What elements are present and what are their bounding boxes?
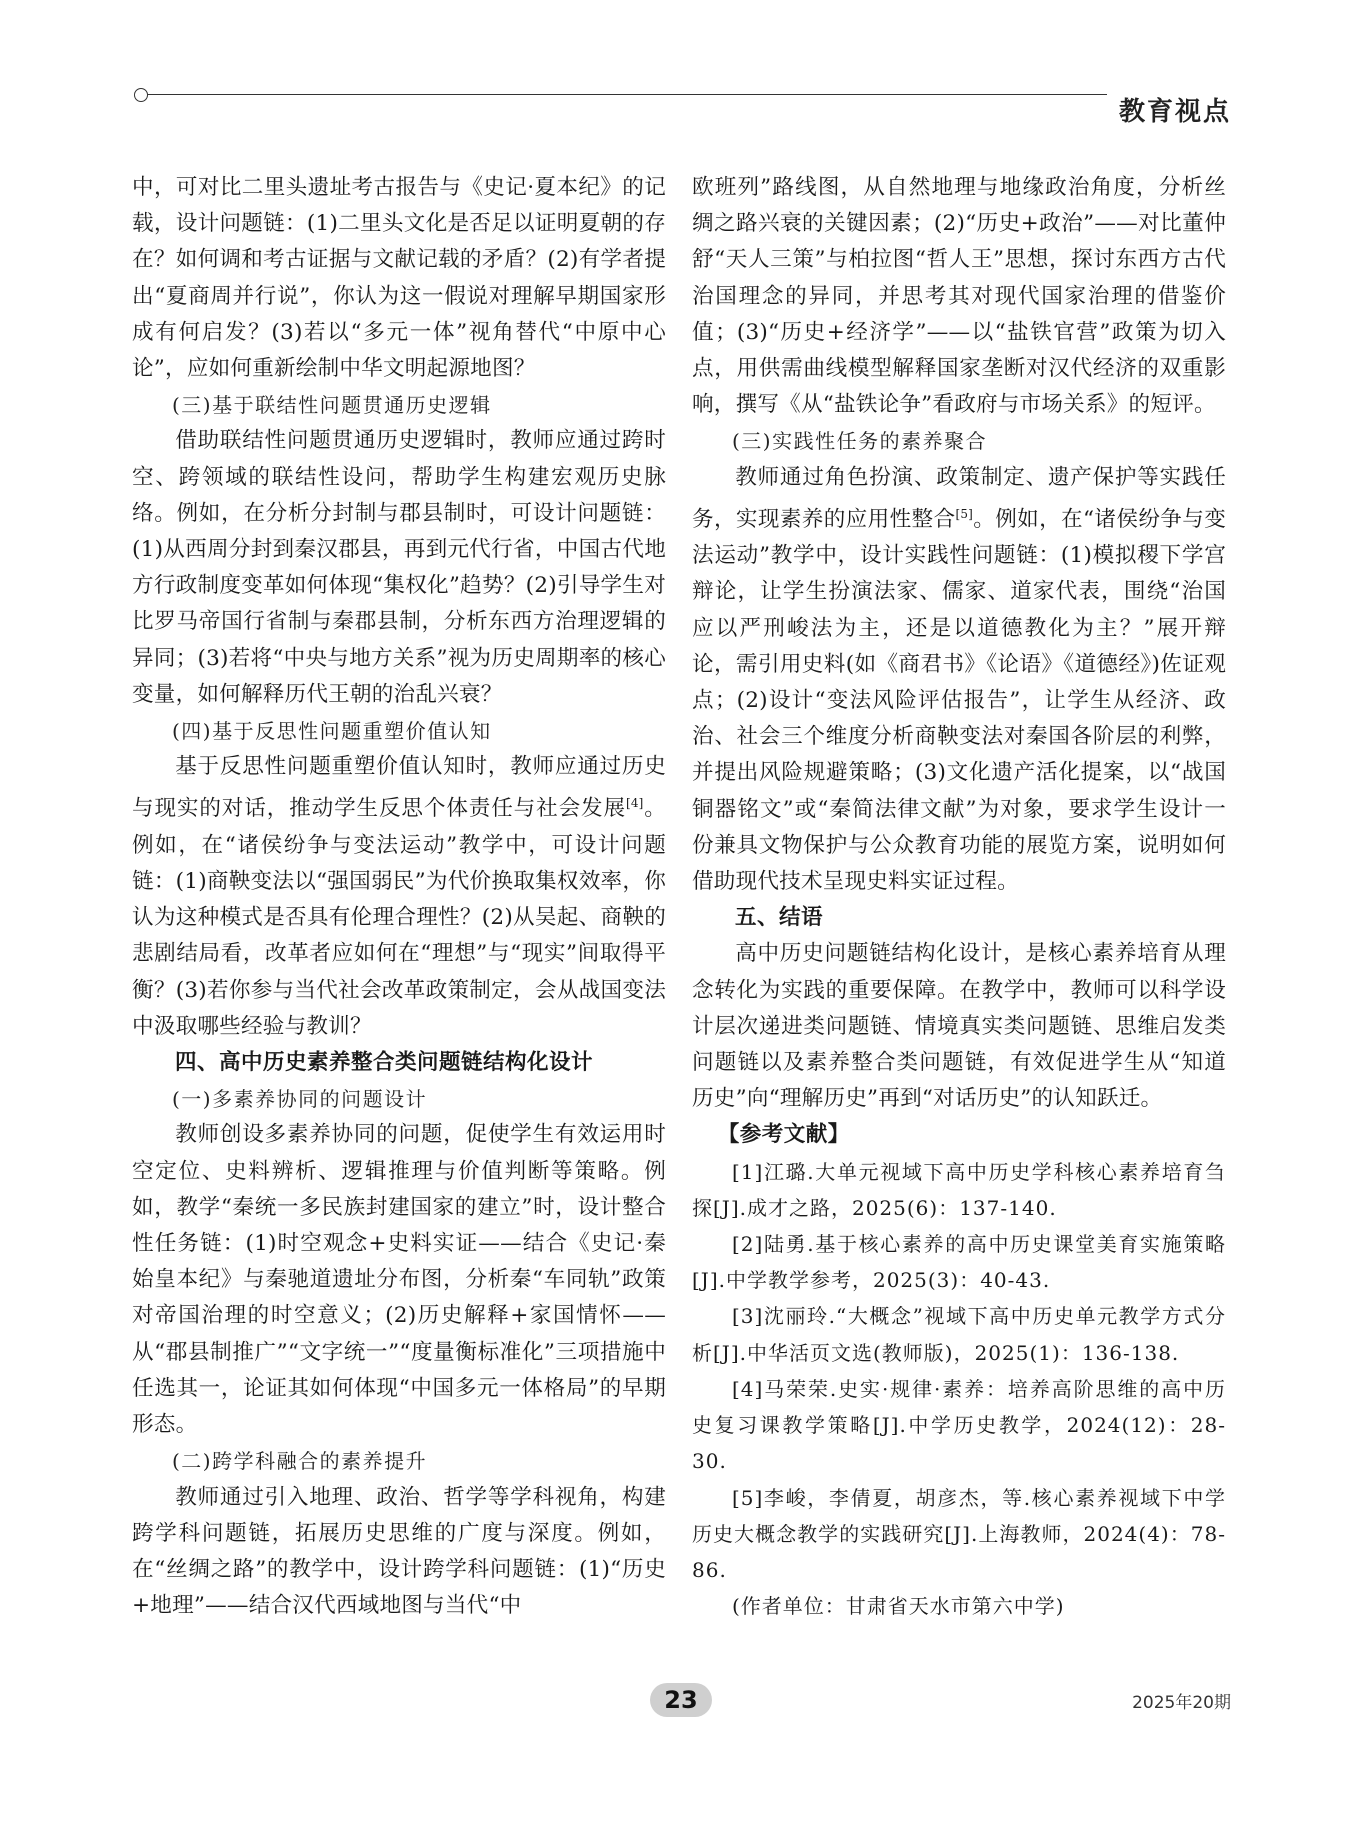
citation-mark: [4] [625, 796, 644, 811]
issue-label: 2025年20期 [1132, 1693, 1231, 1713]
paragraph-text: 。例如，在“诸侯纷争与变法运动”教学中，可设计问题链：(1)商鞅变法以“强国弱民”为代价换取集权效率，你认为这种模式是否具有伦理合理性？(2)从吴起、商鞅的悲剧结局看，改革者应如何在“理想”与“现实”间取得平衡？(3)若你参与当代社会改革政策制定，会从战国变法中汲取哪些经验与教训？ [132, 796, 666, 1039]
citation-mark: [5] [955, 506, 974, 521]
paragraph: 欧班列”路线图，从自然地理与地缘政治角度，分析丝绸之路兴衰的关键因素；(2)“历史+政治”——对比董仲舒“天人三策”与柏拉图“哲人王”思想，探讨东西方古代治国理念的异同，并思考其对现代国家治理的借鉴价值；(3)“历史+经济学”——以“盐铁官营”政策为切入点，用供需曲线模型解释国家垄断对汉代经济的双重影响，撰写《从“盐铁论争”看政府与市场关系》的短评。 [692, 175, 1226, 418]
header-rule [147, 94, 1107, 95]
paragraph [132, 749, 666, 1045]
paragraph: 高中历史问题链结构化设计，是核心素养培育从理念转化为实践的重要保障。在教学中，教师可以科学设计层次递进类问题链、情境真实类问题链、思维启发类问题链以及素养整合类问题链，有效促进学生从“知道历史”向“理解历史”再到“对话历史”的认知跃迁。 [692, 941, 1226, 1112]
reference-item: [3]沈丽玲.“大概念”视域下高中历史单元教学方式分析[J].中华活页文选(教师版)，2025(1)：136-138. [692, 1304, 1226, 1365]
reference-item: [4]马荣荣.史实·规律·素养：培养高阶思维的高中历史复习课教学策略[J].中学历史教学，2024(12)：28-30. [692, 1376, 1226, 1474]
page-number: 23 [664, 1686, 698, 1714]
paragraph-text: 教师通过角色扮演、政策制定、遗产保护等实践任务，实现素养的应用性整合 [692, 464, 1226, 533]
header-circle-ornament [134, 88, 148, 102]
column-title: 教育视点 [1118, 97, 1231, 127]
right-column [692, 170, 1226, 1624]
subheading: (二)跨学科融合的素养提升 [172, 1449, 428, 1474]
section-heading: 五、结语 [735, 905, 824, 931]
reference-item: [2]陆勇.基于核心素养的高中历史课堂美育实施策略[J].中学教学参考，2025(3)：40-43. [692, 1232, 1226, 1293]
paragraph-text: 。例如，在“诸侯纷争与变法运动”教学中，设计实践性问题链：(1)模拟稷下学宫辩论，让学生扮演法家、儒家、道家代表，围绕“治国应以严刑峻法为主，还是以道德教化为主？”展开辩论，需引用史料(如《商君书》《论语》《道德经》)佐证观点；(2)设计“变法风险评估报告”，让学生从经济、政治、社会三个维度分析商鞅变法对秦国各阶层的利弊，并提出风险规避策略；(3)文化遗产活化提案，以“战国铜器铭文”或“秦简法律文献”为对象，要求学生设计一份兼具文物保护与公众教育功能的展览方案，说明如何借助现代技术呈现史料实证过程。 [692, 507, 1226, 895]
paragraph [692, 460, 1226, 901]
section-heading: 四、高中历史素养整合类问题链结构化设计 [175, 1050, 594, 1076]
subheading: (三)基于联结性问题贯通历史逻辑 [172, 393, 492, 418]
author-affiliation: (作者单位：甘肃省天水市第六中学) [732, 1594, 1065, 1619]
reference-item: [1]江璐.大单元视域下高中历史学科核心素养培育刍探[J].成才之路，2025(6)：137-140. [692, 1159, 1226, 1220]
references-heading: 【参考文献】 [717, 1122, 850, 1148]
paragraph: 中，可对比二里头遗址考古报告与《史记·夏本纪》的记载，设计问题链：(1)二里头文化是否足以证明夏朝的存在？如何调和考古证据与文献记载的矛盾？(2)有学者提出“夏商周并行说”，你认为这一假说对理解早期国家形成有何启发？(3)若以“多元一体”视角替代“中原中心论”，应如何重新绘制中华文明起源地图？ [132, 175, 666, 382]
reference-item: [5]李峻，李倩夏，胡彦杰，等.核心素养视域下中学历史大概念教学的实践研究[J].上海教师，2024(4)：78-86. [692, 1485, 1226, 1582]
paragraph: 教师通过引入地理、政治、哲学等学科视角，构建跨学科问题链，拓展历史思维的广度与深度。例如，在“丝绸之路”的教学中，设计跨学科问题链：(1)“历史+地理”——结合汉代西域地图与当代“中 [132, 1484, 666, 1619]
subheading: (一)多素养协同的问题设计 [172, 1087, 428, 1112]
subheading: (四)基于反思性问题重塑价值认知 [172, 719, 492, 744]
left-column [132, 170, 666, 1624]
paragraph: 借助联结性问题贯通历史逻辑时，教师应通过跨时空、跨领域的联结性设问，帮助学生构建宏观历史脉络。例如，在分析分封制与郡县制时，可设计问题链：(1)从西周分封到秦汉郡县，再到元代行省，中国古代地方行政制度变革如何体现“集权化”趋势？(2)引导学生对比罗马帝国行省制与秦郡县制，分析东西方治理逻辑的异同；(3)若将“中央与地方关系”视为历史周期率的核心变量，如何解释历代王朝的治乱兴衰？ [132, 428, 666, 707]
paragraph-text: 基于反思性问题重塑价值认知时，教师应通过历史与现实的对话，推动学生反思个体责任与社会发展 [132, 754, 666, 822]
subheading: (三)实践性任务的素养聚合 [732, 429, 988, 454]
paragraph: 教师创设多素养协同的问题，促使学生有效运用时空定位、史料辨析、逻辑推理与价值判断等策略。例如，教学“秦统一多民族封建国家的建立”时，设计整合性任务链：(1)时空观念+史料实证——结合《史记·秦始皇本纪》与秦驰道遗址分布图，分析秦“车同轨”政策对帝国治理的时空意义；(2)历史解释+家国情怀——从“郡县制推广”“文字统一”“度量衡标准化”三项措施中任选其一，论证其如何体现“中国多元一体格局”的早期形态。 [132, 1122, 666, 1438]
